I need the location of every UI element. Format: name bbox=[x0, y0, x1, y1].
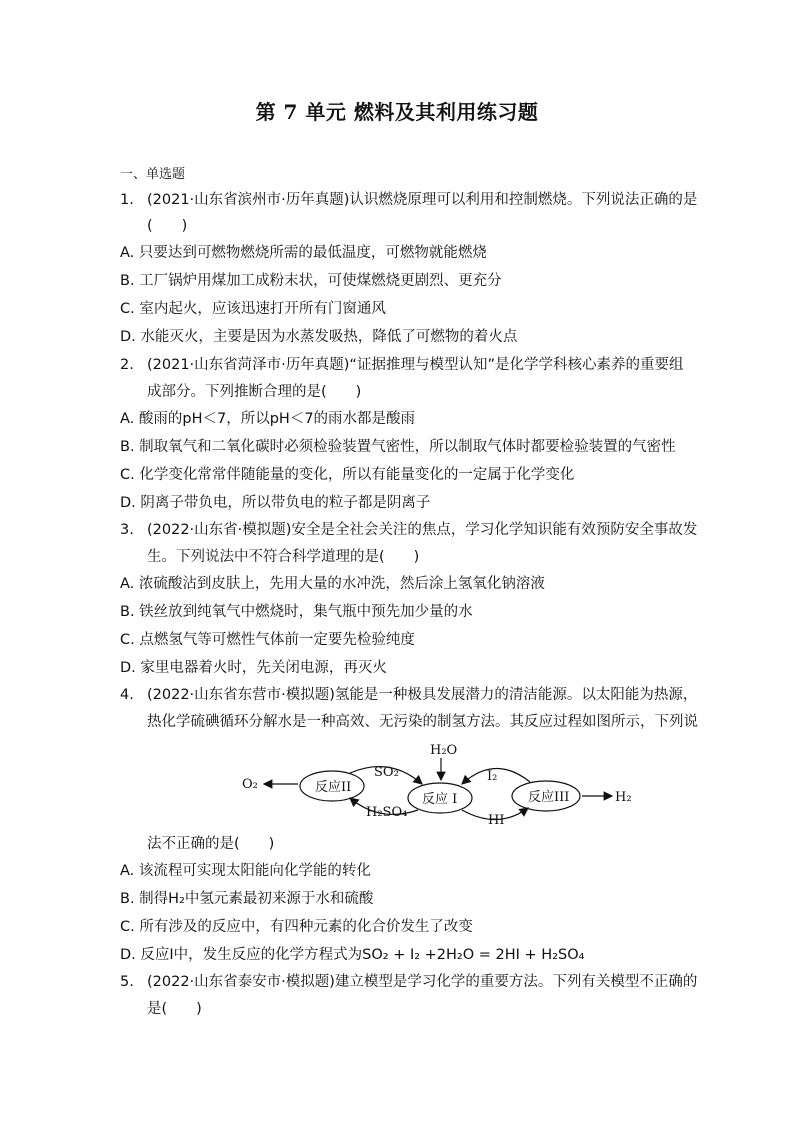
question-text: 法不正确的是( ) bbox=[147, 836, 275, 852]
question-number: 3. bbox=[120, 522, 134, 538]
option-b: B. 制得H₂中氢元素最初来源于水和硫酸 bbox=[120, 891, 374, 907]
page-title: 第 7 单元 燃料及其利用练习题 bbox=[255, 100, 539, 124]
option-c: C. 室内起火，应该迅速打开所有门窗通风 bbox=[120, 301, 386, 317]
question-text: 生。下列说法中不符合科学道理的是( ) bbox=[147, 549, 420, 565]
label-hi: HI bbox=[488, 813, 505, 828]
question-text: 成部分。下列推断合理的是( ) bbox=[147, 384, 362, 400]
question-number: 5. bbox=[120, 974, 134, 990]
option-a: A. 浓硫酸沾到皮肤上，先用大量的水冲洗，然后涂上氢氧化钠溶液 bbox=[120, 576, 545, 592]
option-d: D. 水能灭火，主要是因为水蒸发吸热，降低了可燃物的着火点 bbox=[120, 329, 518, 345]
question-text: (2021·山东省滨州市·历年真题)认识燃烧原理可以利用和控制燃烧。下列说法正确的是 bbox=[147, 192, 698, 208]
option-a: A. 该流程可实现太阳能向化学能的转化 bbox=[120, 863, 371, 879]
option-a: A. 酸雨的pH＜7，所以pH＜7的雨水都是酸雨 bbox=[120, 411, 416, 427]
question-text: (2022·山东省泰安市·模拟题)建立模型是学习化学的重要方法。下列有关模型不正确的 bbox=[147, 974, 698, 990]
option-c: C. 点燃氢气等可燃性气体前一定要先检验纯度 bbox=[120, 632, 415, 648]
option-b: B. 制取氧气和二氧化碳时必须检验装置气密性，所以制取气体时都要检验装置的气密性 bbox=[120, 439, 676, 455]
option-c: C. 化学变化常常伴随能量的变化，所以有能量变化的一定属于化学变化 bbox=[120, 467, 575, 483]
label-reaction-ii: 反应II bbox=[315, 780, 352, 795]
question-number: 2. bbox=[120, 357, 134, 373]
section-heading: 一、单选题 bbox=[120, 167, 186, 182]
reaction-diagram bbox=[240, 738, 640, 828]
label-h2o: H₂O bbox=[430, 743, 458, 758]
label-h2: H₂ bbox=[615, 790, 632, 805]
question-text: (2022·山东省·模拟题)安全是全社会关注的焦点，学习化学知识能有效预防安全事故发 bbox=[147, 522, 698, 538]
question-text: 是( ) bbox=[147, 1001, 202, 1017]
option-d: D. 家里电器着火时，先关闭电源，再灭火 bbox=[120, 660, 387, 676]
question-text: ( ) bbox=[147, 218, 188, 234]
label-h2so4: H₂SO₄ bbox=[366, 805, 408, 820]
question-text: 热化学硫碘循环分解水是一种高效、无污染的制氢方法。其反应过程如图所示，下列说 bbox=[147, 714, 698, 730]
option-c: C. 所有涉及的反应中，有四种元素的化合价发生了改变 bbox=[120, 919, 473, 935]
option-b: B. 铁丝放到纯氧气中燃烧时，集气瓶中预先加少量的水 bbox=[120, 604, 473, 620]
option-b: B. 工厂锅炉用煤加工成粉末状，可使煤燃烧更剧烈、更充分 bbox=[120, 273, 502, 289]
option-d: D. 阴离子带负电，所以带负电的粒子都是阴离子 bbox=[120, 495, 431, 511]
option-a: A. 只要达到可燃物燃烧所需的最低温度，可燃物就能燃烧 bbox=[120, 245, 487, 261]
question-text: (2022·山东省东营市·模拟题)氢能是一种极具发展潜力的清洁能源。以太阳能为热源， bbox=[147, 687, 698, 703]
option-d: D. 反应I中，发生反应的化学方程式为SO₂ + I₂ +2H₂O = 2HI + H₂SO₄ bbox=[120, 947, 585, 963]
label-reaction-i: 反应 I bbox=[422, 792, 458, 807]
label-reaction-iii: 反应III bbox=[528, 790, 570, 805]
question-text: (2021·山东省菏泽市·历年真题)“证据推理与模型认知”是化学学科核心素养的重要组 bbox=[147, 357, 684, 373]
label-o2: O₂ bbox=[242, 777, 258, 792]
label-i2: I₂ bbox=[487, 769, 498, 784]
label-so2: SO₂ bbox=[374, 765, 399, 780]
question-number: 1. bbox=[120, 192, 134, 208]
question-number: 4. bbox=[120, 687, 134, 703]
